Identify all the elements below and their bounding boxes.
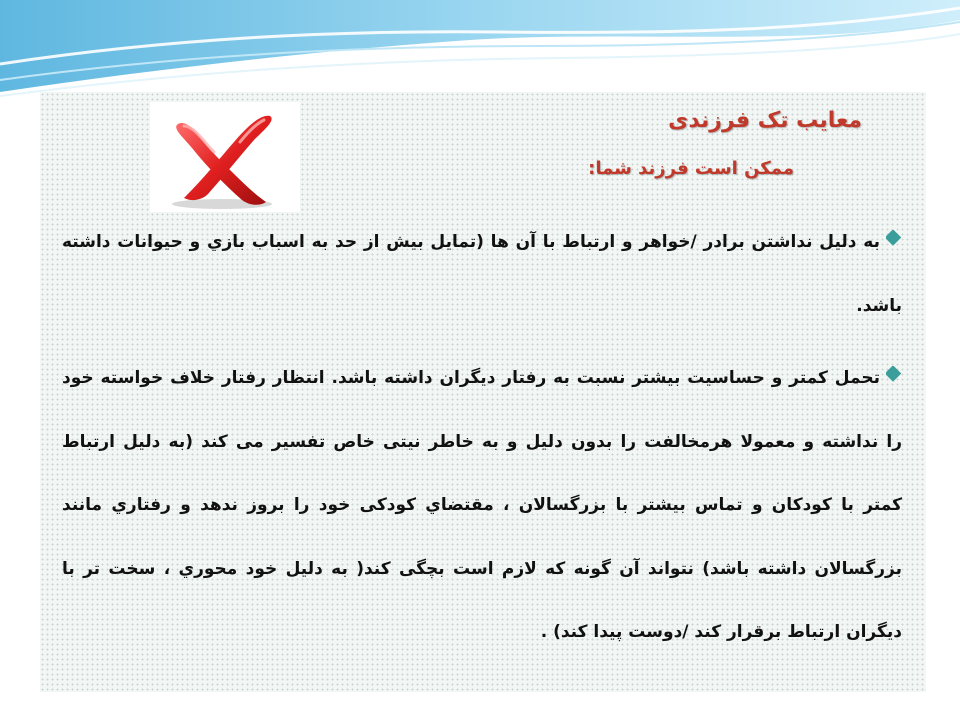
red-x-image [150,102,300,212]
diamond-bullet-icon [886,366,902,382]
bullet-text: به دليل نداشتن برادر /خواهر و ارتباط با آن ها (تمايل بيش از حد به اسباب بازي و حيوانات داشته باشد. [62,232,902,316]
slide-title: معایب تک فرزندی [668,108,862,133]
red-x-icon [150,102,300,212]
slide-subtitle: ممکن است فرزند شما: [588,158,794,179]
bullet-text: تحمل کمتر و حساسيت بيشتر نسبت به رفتار ديگران داشته باشد. انتظار رفتار خلاف خواسته خود را نداشته و معمولا هرمخالفت را بدون دليل و به خاطر نيتی خاص تفسير می کند (به دليل ارتباط کمتر با کودکان و تماس بيشتر با بزرگسالان ، مقتضاي کودکی خود را بروز ندهد و رفتاري مانند بزرگسالان داشته باشد) نتواند آن گونه که لازم است بچگی کند( به دليل خود محوري ، سخت تر با ديگران ارتباط برقرار کند /دوست پيدا کند) . [62,368,902,642]
diamond-bullet-icon [886,230,902,246]
bullet-item [62,347,902,665]
bullet-item [62,210,902,338]
